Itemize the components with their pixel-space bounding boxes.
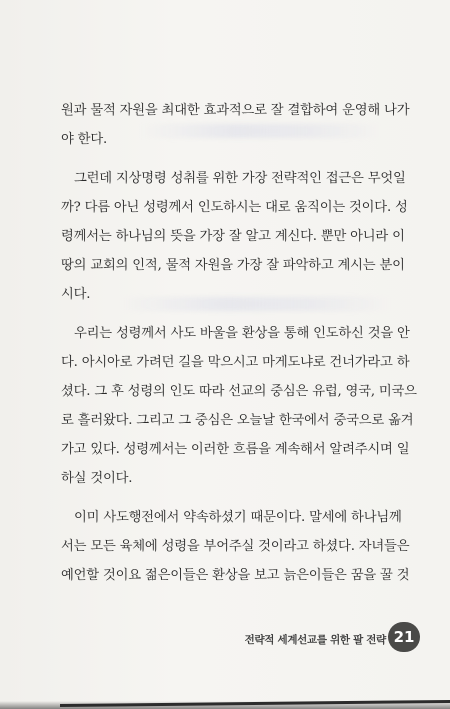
text-line: 로 흘러왔다. 그리고 그 중심은 오늘날 한국에서 중국으로 옮겨: [61, 413, 414, 428]
text-line: 그런데 지상명령 성취를 위한 가장 전략적인 접근은 무엇일: [74, 171, 406, 186]
text-line: 셨다. 그 후 성령의 인도 따라 선교의 중심은 유럽, 영국, 미국으: [61, 384, 417, 399]
paragraph: [61, 164, 408, 309]
text-line: 이미 사도행전에서 약속하셨기 때문이다. 말세에 하나님께: [74, 510, 402, 525]
page-number-badge: 21: [388, 622, 420, 652]
text-line: 령께서는 하나님의 뜻을 가장 잘 알고 계신다. 뿐만 아니라 이: [61, 229, 405, 244]
text-line: 예언할 것이요 젊은이들은 환상을 보고 늙은이들은 꿈을 꿀 것: [61, 568, 410, 583]
text-line: 서는 모든 육체에 성령을 부어주실 것이라고 하셨다. 자녀들은: [61, 539, 410, 554]
text-line: 우리는 성령께서 사도 바울을 환상을 통해 인도하신 것을 안: [74, 326, 410, 341]
paragraph: [61, 503, 410, 590]
running-title: 전략적 세계선교를 위한 팔 전략: [244, 634, 386, 646]
paragraph: [61, 96, 410, 154]
text-line: 까? 다름 아닌 성령께서 인도하시는 대로 움직이는 것이다. 성: [61, 200, 408, 215]
paragraph: [61, 319, 417, 493]
text-line: 시다.: [61, 287, 91, 302]
text-line: 원과 물적 자원을 최대한 효과적으로 잘 결합하여 운영해 나가: [61, 103, 410, 118]
text-line: 다. 아시아로 가려던 길을 막으시고 마게도냐로 건너가라고 하: [61, 355, 410, 370]
text-line: 하실 것이다.: [61, 471, 133, 486]
text-line: 땅의 교회의 인적, 물적 자원을 가장 잘 파악하고 계시는 분이: [61, 258, 405, 273]
text-line: 가고 있다. 성령께서는 이러한 흐름을 계속해서 알려주시며 일: [61, 442, 410, 457]
text-line: 야 한다.: [61, 132, 107, 147]
body-text: [61, 96, 417, 600]
